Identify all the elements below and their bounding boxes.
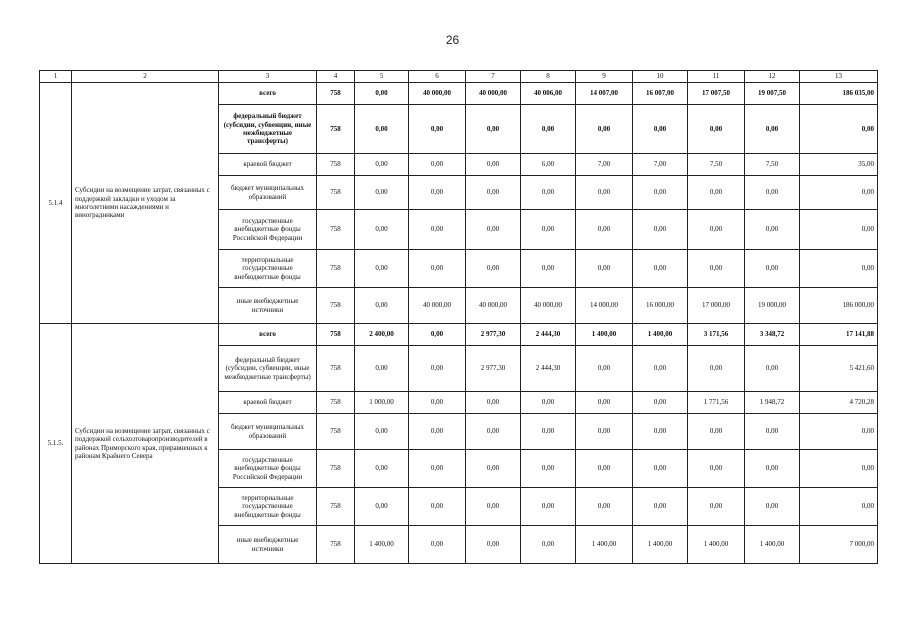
value-cell: 0,00 <box>409 324 466 346</box>
funding-source: территориальные государственные внебюджетные фонды <box>219 250 317 288</box>
program-code-cell: 758 <box>317 176 355 210</box>
value-cell: 0,00 <box>355 250 409 288</box>
value-cell: 16 000,00 <box>633 288 688 324</box>
value-cell: 0,00 <box>466 450 521 488</box>
value-cell: 0,00 <box>576 210 633 250</box>
value-cell: 0,00 <box>576 176 633 210</box>
value-cell: 0,00 <box>745 105 800 154</box>
value-cell: 0,00 <box>355 105 409 154</box>
value-cell: 2 444,30 <box>521 346 576 392</box>
value-cell: 3 348,72 <box>745 324 800 346</box>
value-cell: 0,00 <box>633 414 688 450</box>
value-cell: 0,00 <box>688 105 745 154</box>
value-cell: 2 400,00 <box>355 324 409 346</box>
value-cell: 1 400,00 <box>355 526 409 564</box>
value-cell: 0,00 <box>409 105 466 154</box>
value-cell: 7,00 <box>633 154 688 176</box>
value-cell: 7,50 <box>745 154 800 176</box>
header-row <box>40 71 878 83</box>
value-cell: 7 000,00 <box>800 526 878 564</box>
value-cell: 0,00 <box>355 83 409 105</box>
value-cell: 40 000,00 <box>466 83 521 105</box>
value-cell: 0,00 <box>355 488 409 526</box>
value-cell: 0,00 <box>466 154 521 176</box>
value-cell: 0,00 <box>466 488 521 526</box>
value-cell: 0,00 <box>576 346 633 392</box>
value-cell: 0,00 <box>576 105 633 154</box>
funding-source: государственные внебюджетные фонды Российской Федерации <box>219 210 317 250</box>
value-cell: 0,00 <box>409 526 466 564</box>
item-code: 5.1.4 <box>40 83 72 324</box>
program-code-cell: 758 <box>317 83 355 105</box>
value-cell: 0,00 <box>409 250 466 288</box>
value-cell: 0,00 <box>800 488 878 526</box>
value-cell: 0,00 <box>409 414 466 450</box>
funding-source: краевой бюджет <box>219 154 317 176</box>
value-cell: 0,00 <box>466 392 521 414</box>
value-cell: 1 400,00 <box>633 324 688 346</box>
funding-source: бюджет муниципальных образований <box>219 414 317 450</box>
item-code: 5.1.5. <box>40 324 72 564</box>
value-cell: 3 171,56 <box>688 324 745 346</box>
value-cell: 1 771,56 <box>688 392 745 414</box>
value-cell: 0,00 <box>745 414 800 450</box>
program-code-cell: 758 <box>317 414 355 450</box>
value-cell: 17 007,50 <box>688 83 745 105</box>
value-cell: 0,00 <box>688 450 745 488</box>
value-cell: 14 007,00 <box>576 83 633 105</box>
value-cell: 17 000,00 <box>688 288 745 324</box>
value-cell: 186 035,00 <box>800 83 878 105</box>
value-cell: 7,00 <box>576 154 633 176</box>
column-header: 1 <box>40 71 72 83</box>
value-cell: 0,00 <box>355 176 409 210</box>
program-code-cell: 758 <box>317 450 355 488</box>
value-cell: 1 400,00 <box>576 324 633 346</box>
value-cell: 7,50 <box>688 154 745 176</box>
value-cell: 0,00 <box>800 210 878 250</box>
table-row <box>40 324 878 346</box>
value-cell: 35,00 <box>800 154 878 176</box>
value-cell: 0,00 <box>521 176 576 210</box>
value-cell: 0,00 <box>745 450 800 488</box>
value-cell: 0,00 <box>409 346 466 392</box>
column-header: 7 <box>466 71 521 83</box>
value-cell: 0,00 <box>521 450 576 488</box>
value-cell: 0,00 <box>355 210 409 250</box>
value-cell: 0,00 <box>521 250 576 288</box>
value-cell: 0,00 <box>633 176 688 210</box>
value-cell: 0,00 <box>800 105 878 154</box>
program-code-cell: 758 <box>317 392 355 414</box>
value-cell: 0,00 <box>355 450 409 488</box>
column-header: 10 <box>633 71 688 83</box>
funding-source: краевой бюджет <box>219 392 317 414</box>
value-cell: 40 000,00 <box>521 288 576 324</box>
value-cell: 186 000,00 <box>800 288 878 324</box>
page-number: 26 <box>445 33 460 47</box>
value-cell: 0,00 <box>409 210 466 250</box>
funding-source: федеральный бюджет (субсидии, субвенции, иные межбюджетные трансферты) <box>219 346 317 392</box>
value-cell: 0,00 <box>466 250 521 288</box>
funding-source: всего <box>219 324 317 346</box>
value-cell: 0,00 <box>576 450 633 488</box>
value-cell: 0,00 <box>409 488 466 526</box>
program-code-cell: 758 <box>317 288 355 324</box>
value-cell: 0,00 <box>745 250 800 288</box>
value-cell: 5 421,60 <box>800 346 878 392</box>
value-cell: 0,00 <box>409 450 466 488</box>
value-cell: 0,00 <box>800 414 878 450</box>
value-cell: 0,00 <box>355 288 409 324</box>
value-cell: 0,00 <box>745 488 800 526</box>
budget-table <box>39 70 878 564</box>
program-code-cell: 758 <box>317 346 355 392</box>
item-description: Субсидии на возмещение затрат, связанных с поддержкой закладки и уходом за многолетними насаждениями и виноградниками <box>72 83 219 324</box>
value-cell: 0,00 <box>521 210 576 250</box>
value-cell: 0,00 <box>521 526 576 564</box>
value-cell: 0,00 <box>745 176 800 210</box>
value-cell: 0,00 <box>688 210 745 250</box>
column-header: 5 <box>355 71 409 83</box>
value-cell: 0,00 <box>688 250 745 288</box>
value-cell: 16 007,00 <box>633 83 688 105</box>
value-cell: 0,00 <box>466 414 521 450</box>
program-code-cell: 758 <box>317 488 355 526</box>
column-header: 4 <box>317 71 355 83</box>
program-code-cell: 758 <box>317 154 355 176</box>
value-cell: 2 977,30 <box>466 346 521 392</box>
value-cell: 0,00 <box>355 154 409 176</box>
column-header: 11 <box>688 71 745 83</box>
column-header: 3 <box>219 71 317 83</box>
value-cell: 0,00 <box>800 176 878 210</box>
program-code-cell: 758 <box>317 250 355 288</box>
value-cell: 0,00 <box>521 105 576 154</box>
value-cell: 40 000,00 <box>409 83 466 105</box>
column-header: 13 <box>800 71 878 83</box>
column-header: 12 <box>745 71 800 83</box>
value-cell: 1 400,00 <box>633 526 688 564</box>
program-code-cell: 758 <box>317 210 355 250</box>
value-cell: 0,00 <box>745 210 800 250</box>
column-header: 9 <box>576 71 633 83</box>
value-cell: 2 977,30 <box>466 324 521 346</box>
funding-source: территориальные государственные внебюджетные фонды <box>219 488 317 526</box>
value-cell: 1 400,00 <box>688 526 745 564</box>
value-cell: 0,00 <box>800 250 878 288</box>
value-cell: 1 400,00 <box>576 526 633 564</box>
program-code-cell: 758 <box>317 105 355 154</box>
value-cell: 40 000,00 <box>409 288 466 324</box>
value-cell: 19 000,00 <box>745 288 800 324</box>
value-cell: 0,00 <box>633 210 688 250</box>
value-cell: 2 444,30 <box>521 324 576 346</box>
value-cell: 0,00 <box>800 450 878 488</box>
funding-source: иные внебюджетные источники <box>219 288 317 324</box>
value-cell: 6,00 <box>521 154 576 176</box>
value-cell: 0,00 <box>688 176 745 210</box>
value-cell: 0,00 <box>576 250 633 288</box>
value-cell: 0,00 <box>521 488 576 526</box>
value-cell: 0,00 <box>688 346 745 392</box>
value-cell: 4 720,28 <box>800 392 878 414</box>
value-cell: 17 141,88 <box>800 324 878 346</box>
column-header: 2 <box>72 71 219 83</box>
value-cell: 0,00 <box>521 414 576 450</box>
funding-source: государственные внебюджетные фонды Российской Федерации <box>219 450 317 488</box>
funding-source: иные внебюджетные источники <box>219 526 317 564</box>
value-cell: 19 007,50 <box>745 83 800 105</box>
value-cell: 0,00 <box>466 210 521 250</box>
value-cell: 0,00 <box>633 392 688 414</box>
funding-source: федеральный бюджет (субсидии, субвенции, иные межбюджетные трансферты) <box>219 105 317 154</box>
value-cell: 1 400,00 <box>745 526 800 564</box>
value-cell: 0,00 <box>355 414 409 450</box>
value-cell: 0,00 <box>521 392 576 414</box>
value-cell: 14 000,00 <box>576 288 633 324</box>
value-cell: 0,00 <box>633 250 688 288</box>
column-header: 8 <box>521 71 576 83</box>
funding-source: всего <box>219 83 317 105</box>
table-row <box>40 83 878 105</box>
value-cell: 0,00 <box>409 176 466 210</box>
value-cell: 0,00 <box>409 154 466 176</box>
value-cell: 0,00 <box>355 346 409 392</box>
value-cell: 0,00 <box>633 346 688 392</box>
value-cell: 0,00 <box>576 488 633 526</box>
value-cell: 0,00 <box>576 392 633 414</box>
column-header: 6 <box>409 71 466 83</box>
value-cell: 1 000,00 <box>355 392 409 414</box>
item-description: Субсидии на возмещение затрат, связанных с поддержкой сельхозтоваропроизводителей в районах Приморского края, приравненных к районам Крайнего Севера <box>72 324 219 564</box>
value-cell: 40 006,00 <box>521 83 576 105</box>
program-code-cell: 758 <box>317 526 355 564</box>
program-code-cell: 758 <box>317 324 355 346</box>
funding-source: бюджет муниципальных образований <box>219 176 317 210</box>
value-cell: 40 000,00 <box>466 288 521 324</box>
value-cell: 0,00 <box>688 488 745 526</box>
value-cell: 0,00 <box>633 105 688 154</box>
value-cell: 0,00 <box>466 526 521 564</box>
value-cell: 0,00 <box>633 488 688 526</box>
value-cell: 0,00 <box>466 105 521 154</box>
value-cell: 0,00 <box>576 414 633 450</box>
value-cell: 0,00 <box>688 414 745 450</box>
value-cell: 0,00 <box>466 176 521 210</box>
value-cell: 0,00 <box>409 392 466 414</box>
value-cell: 1 948,72 <box>745 392 800 414</box>
value-cell: 0,00 <box>745 346 800 392</box>
value-cell: 0,00 <box>633 450 688 488</box>
